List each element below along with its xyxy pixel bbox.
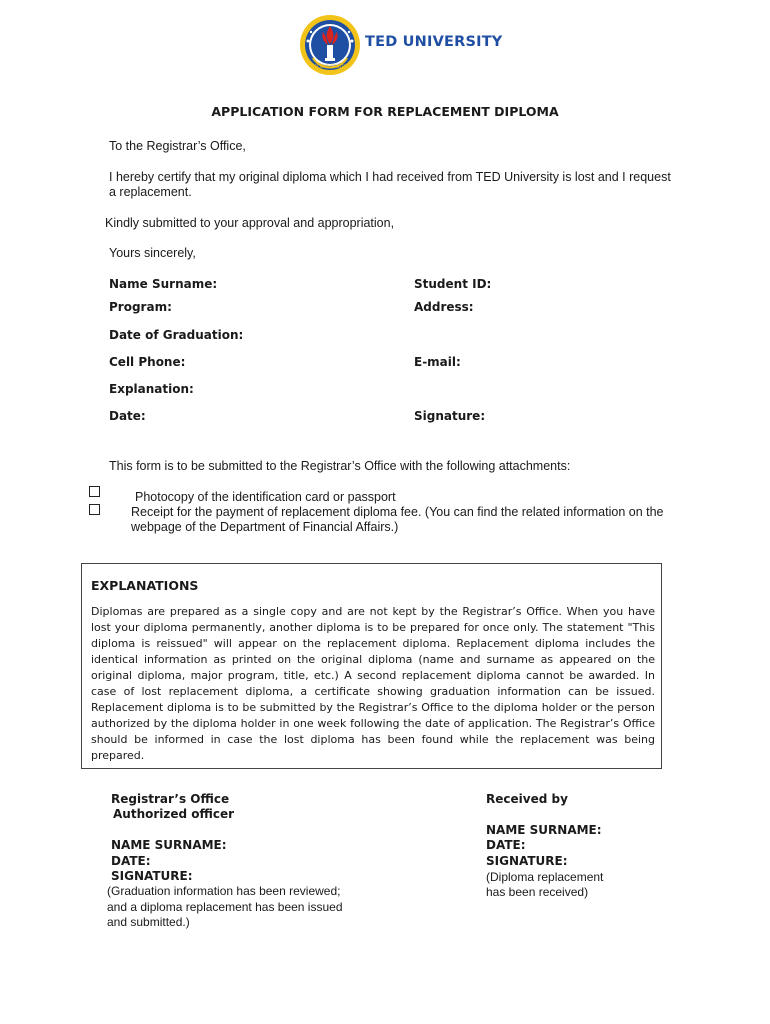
attachment-item-2-line-1: Receipt for the payment of replacement diploma fee. (You can find the related information on the	[131, 505, 664, 519]
form-title: APPLICATION FORM FOR REPLACEMENT DIPLOMA	[211, 104, 559, 119]
explanations-heading: EXPLANATIONS	[91, 578, 199, 593]
attachment-checkbox-2[interactable]	[89, 504, 100, 515]
officer-note-3: and submitted.)	[107, 915, 190, 929]
officer-signature-label: SIGNATURE:	[111, 869, 193, 883]
receiver-date-label: DATE:	[486, 838, 526, 852]
program-label: Program:	[109, 300, 172, 314]
seal-lettering: TED ÜNİVERSİTESİ	[309, 65, 351, 70]
address-label: Address:	[414, 300, 474, 314]
university-seal-icon	[299, 14, 361, 76]
receiver-note-1: (Diploma replacement	[486, 870, 604, 884]
explanations-body: Diplomas are prepared as a single copy and are not kept by the Registrar’s Office. When you have lost your diploma permanently, another diploma is to be prepared for once only. The statement "This diploma is reissued" will appear on the replacement diploma. Replacement diploma includes the identical information as printed on the original diploma (name and surname as appeared on the original diploma, major program, title, etc.) A second replacement diploma cannot be awarded. In case of lost replacement diploma, a certificate showing graduation information can be issued. Replacement diploma is to be submitted by the Registrar’s Office to the diploma holder or the person authorized by the diploma holder in one week following the date of application. The Registrar’s Office should be informed in case the lost diploma has been found while the replacement was being prepared.	[91, 605, 655, 762]
officer-note-2: and a diploma replacement has been issued	[107, 900, 343, 914]
salutation: To the Registrar’s Office,	[109, 139, 246, 153]
certify-line-1: I hereby certify that my original diploma which I had received from TED University is lost and I request	[109, 170, 671, 184]
receiver-heading: Received by	[486, 792, 568, 806]
receiver-signature-label: SIGNATURE:	[486, 854, 568, 868]
receiver-name-label: NAME SURNAME:	[486, 823, 602, 837]
officer-name-label: NAME SURNAME:	[111, 838, 227, 852]
signature-label: Signature:	[414, 409, 486, 423]
university-name: TED UNIVERSITY	[365, 34, 503, 50]
email-label: E-mail:	[414, 355, 461, 369]
student-id-label: Student ID:	[414, 277, 492, 291]
date-label: Date:	[109, 409, 146, 423]
attachment-item-2-line-2: webpage of the Department of Financial Affairs.)	[131, 520, 399, 534]
certify-line-2: a replacement.	[109, 185, 192, 199]
officer-date-label: DATE:	[111, 854, 151, 868]
date-of-graduation-label: Date of Graduation:	[109, 328, 244, 342]
officer-line-2: Authorized officer	[113, 807, 235, 821]
name-surname-label: Name Surname:	[109, 277, 218, 291]
explanations-box	[81, 563, 662, 769]
kindly-submitted-text: Kindly submitted to your approval and appropriation,	[105, 216, 395, 230]
officer-line-1: Registrar’s Office	[111, 792, 230, 806]
attachments-intro: This form is to be submitted to the Registrar’s Office with the following attachments:	[109, 459, 571, 473]
attachment-item-1: Photocopy of the identification card or passport	[135, 490, 396, 504]
attachment-checkbox-1[interactable]	[89, 486, 100, 497]
closing-text: Yours sincerely,	[109, 246, 196, 260]
university-logo	[299, 14, 503, 76]
cell-phone-label: Cell Phone:	[109, 355, 186, 369]
receiver-note-2: has been received)	[486, 885, 589, 899]
officer-note-1: (Graduation information has been reviewed;	[107, 884, 341, 898]
explanation-label: Explanation:	[109, 382, 194, 396]
